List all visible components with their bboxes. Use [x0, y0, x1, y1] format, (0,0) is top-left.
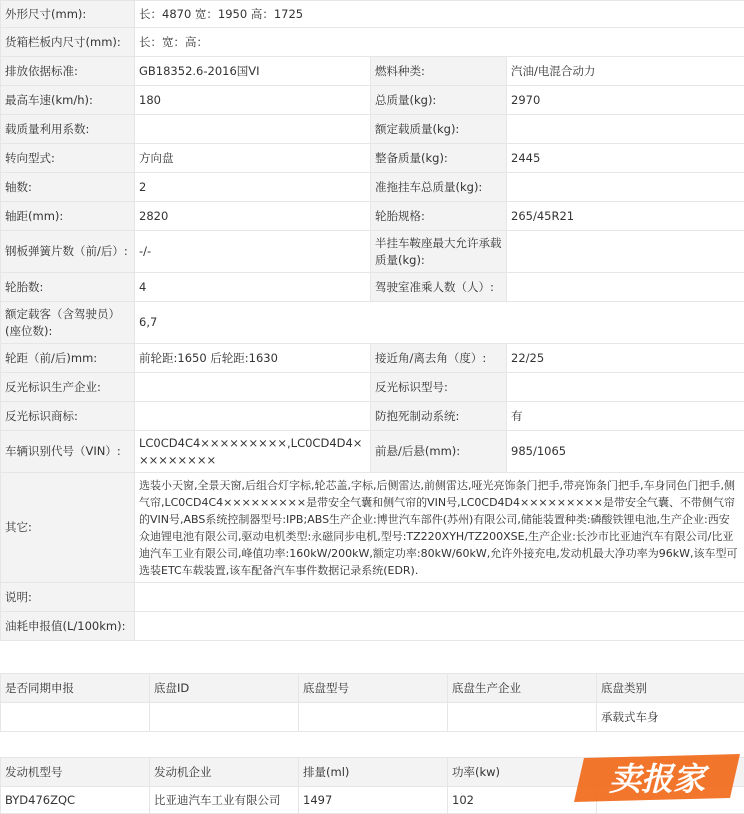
load-util-value — [135, 115, 371, 144]
abs-label: 防抱死制动系统: — [371, 402, 507, 431]
steering-label: 转向型式: — [1, 144, 135, 173]
note-value — [135, 583, 744, 612]
cargo-box-label: 货箱栏板内尺寸(mm): — [1, 28, 135, 57]
fuel-cons-value — [135, 612, 744, 641]
trailer-mass-value — [507, 173, 744, 202]
tire-spec-value: 265/45R21 — [507, 202, 744, 231]
rated-pass-label: 额定载客（含驾驶员）(座位数): — [1, 302, 135, 344]
overhang-value: 985/1065 — [507, 431, 744, 473]
spec-row — [1, 344, 744, 373]
other-label: 其它: — [1, 473, 135, 583]
max-speed-label: 最高车速(km/h): — [1, 86, 135, 115]
total-mass-value: 2970 — [507, 86, 744, 115]
load-util-label: 载质量利用系数: — [1, 115, 135, 144]
spec-row — [1, 231, 744, 273]
spec-row — [1, 173, 744, 202]
spec-row — [1, 144, 744, 173]
chassis-cell — [448, 703, 597, 732]
chassis-cell: 承载式车身 — [597, 703, 744, 732]
trailer-mass-label: 准拖挂车总质量(kg): — [371, 173, 507, 202]
axles-label: 轴数: — [1, 173, 135, 202]
max-speed-value: 180 — [135, 86, 371, 115]
spec-row — [1, 583, 744, 612]
dimensions-label: 外形尺寸(mm): — [1, 1, 135, 28]
abs-value: 有 — [507, 402, 744, 431]
angles-value: 22/25 — [507, 344, 744, 373]
spec-row — [1, 473, 744, 583]
tire-spec-label: 轮胎规格: — [371, 202, 507, 231]
saddle-load-value — [507, 231, 744, 273]
engine-header: 发动机型号 — [1, 758, 150, 787]
svg-text:卖报家: 卖报家 — [609, 760, 710, 798]
engine-cell: 1497 — [299, 787, 448, 814]
refl-brand-label: 反光标识商标: — [1, 402, 135, 431]
chassis-cell — [299, 703, 448, 732]
angles-label: 接近角/离去角（度）: — [371, 344, 507, 373]
leaf-springs-label: 钢板弹簧片数（前/后）: — [1, 231, 135, 273]
track-label: 轮距（前/后)mm: — [1, 344, 135, 373]
rated-pass-value: 6,7 — [135, 302, 744, 344]
vin-label: 车辆识别代号（VIN）: — [1, 431, 135, 473]
emission-std-value: GB18352.6-2016国VI — [135, 57, 371, 86]
chassis-header-row — [1, 674, 744, 703]
steering-value: 方向盘 — [135, 144, 371, 173]
spec-row — [1, 115, 744, 144]
wheelbase-value: 2820 — [135, 202, 371, 231]
chassis-header: 是否同期申报 — [1, 674, 150, 703]
chassis-cell — [150, 703, 299, 732]
chassis-header: 底盘型号 — [299, 674, 448, 703]
spec-row — [1, 1, 744, 28]
spec-row — [1, 28, 744, 57]
spec-row — [1, 202, 744, 231]
engine-cell: 102 — [448, 787, 597, 814]
curb-mass-value: 2445 — [507, 144, 744, 173]
tire-count-value: 4 — [135, 273, 371, 302]
engine-header: 发动机企业 — [150, 758, 299, 787]
spec-row — [1, 402, 744, 431]
fuel-type-label: 燃料种类: — [371, 57, 507, 86]
chassis-cell — [1, 703, 150, 732]
spec-row — [1, 431, 744, 473]
axles-value: 2 — [135, 173, 371, 202]
refl-model-value — [507, 373, 744, 402]
wheelbase-label: 轴距(mm): — [1, 202, 135, 231]
cab-seats-label: 驾驶室准乘人数（人）: — [371, 273, 507, 302]
fuel-cons-label: 油耗申报值(L/100km): — [1, 612, 135, 641]
cab-seats-value — [507, 273, 744, 302]
emission-std-label: 排放依据标准: — [1, 57, 135, 86]
chassis-row — [1, 703, 744, 732]
refl-brand-value — [135, 402, 371, 431]
refl-maker-value — [135, 373, 371, 402]
leaf-springs-value: -/- — [135, 231, 371, 273]
refl-maker-label: 反光标识生产企业: — [1, 373, 135, 402]
engine-header: 功率(kw) — [448, 758, 597, 787]
spec-row — [1, 273, 744, 302]
rated-load-value — [507, 115, 744, 144]
spec-row — [1, 612, 744, 641]
chassis-header: 底盘生产企业 — [448, 674, 597, 703]
other-value: 选装小天窗,全景天窗,后组合灯字标,轮芯盖,字标,后侧雷达,前侧雷达,哑光亮饰条门把手,带亮饰条门把手,车身同色门把手,侧气帘,LC0CD4C4×××××××××是带安全气囊和侧气帘的VIN号,LC0CD4D4×××××××××是带安全气囊、不带侧气帘的VIN号,ABS系统控制器型号:IPB;ABS生产企业:博世汽车部件(苏州)有限公司,储能装置种类:磷酸铁锂电池,生产企业:西安众迪锂电池有限公司,驱动电机类型:永磁同步电机,型号:TZ220XYH/TZ200XSE,生产企业:长沙市比亚迪汽车有限公司/比亚迪汽车工业有限公司,峰值功率:160kW/200kW,额定功率:80kW/60kW,允许外接充电,发动机最大净功率为96kW,该车型可选装ETC车载装置,该车配备汽车事件数据记录系统(EDR). — [135, 473, 744, 583]
saddle-load-label: 半挂车鞍座最大允许承载质量(kg): — [371, 231, 507, 273]
tire-count-label: 轮胎数: — [1, 273, 135, 302]
chassis-header: 底盘ID — [150, 674, 299, 703]
engine-cell: BYD476ZQC — [1, 787, 150, 814]
chassis-table — [0, 673, 744, 732]
chassis-header: 底盘类别 — [597, 674, 744, 703]
spec-row — [1, 86, 744, 115]
fuel-type-value: 汽油/电混合动力 — [507, 57, 744, 86]
watermark-logo — [570, 752, 744, 804]
spec-row — [1, 373, 744, 402]
spec-row — [1, 302, 744, 344]
dimensions-value: 长：4870 宽：1950 高：1725 — [135, 1, 744, 28]
engine-cell: 比亚迪汽车工业有限公司 — [150, 787, 299, 814]
engine-header: 排量(ml) — [299, 758, 448, 787]
vin-value: LC0CD4C4×××××××××,LC0CD4D4××××××××× — [135, 431, 371, 473]
overhang-label: 前悬/后悬(mm): — [371, 431, 507, 473]
cargo-box-value: 长：宽：高： — [135, 28, 744, 57]
refl-model-label: 反光标识型号: — [371, 373, 507, 402]
note-label: 说明: — [1, 583, 135, 612]
curb-mass-label: 整备质量(kg): — [371, 144, 507, 173]
track-value: 前轮距:1650 后轮距:1630 — [135, 344, 371, 373]
total-mass-label: 总质量(kg): — [371, 86, 507, 115]
spec-row — [1, 57, 744, 86]
rated-load-label: 额定载质量(kg): — [371, 115, 507, 144]
